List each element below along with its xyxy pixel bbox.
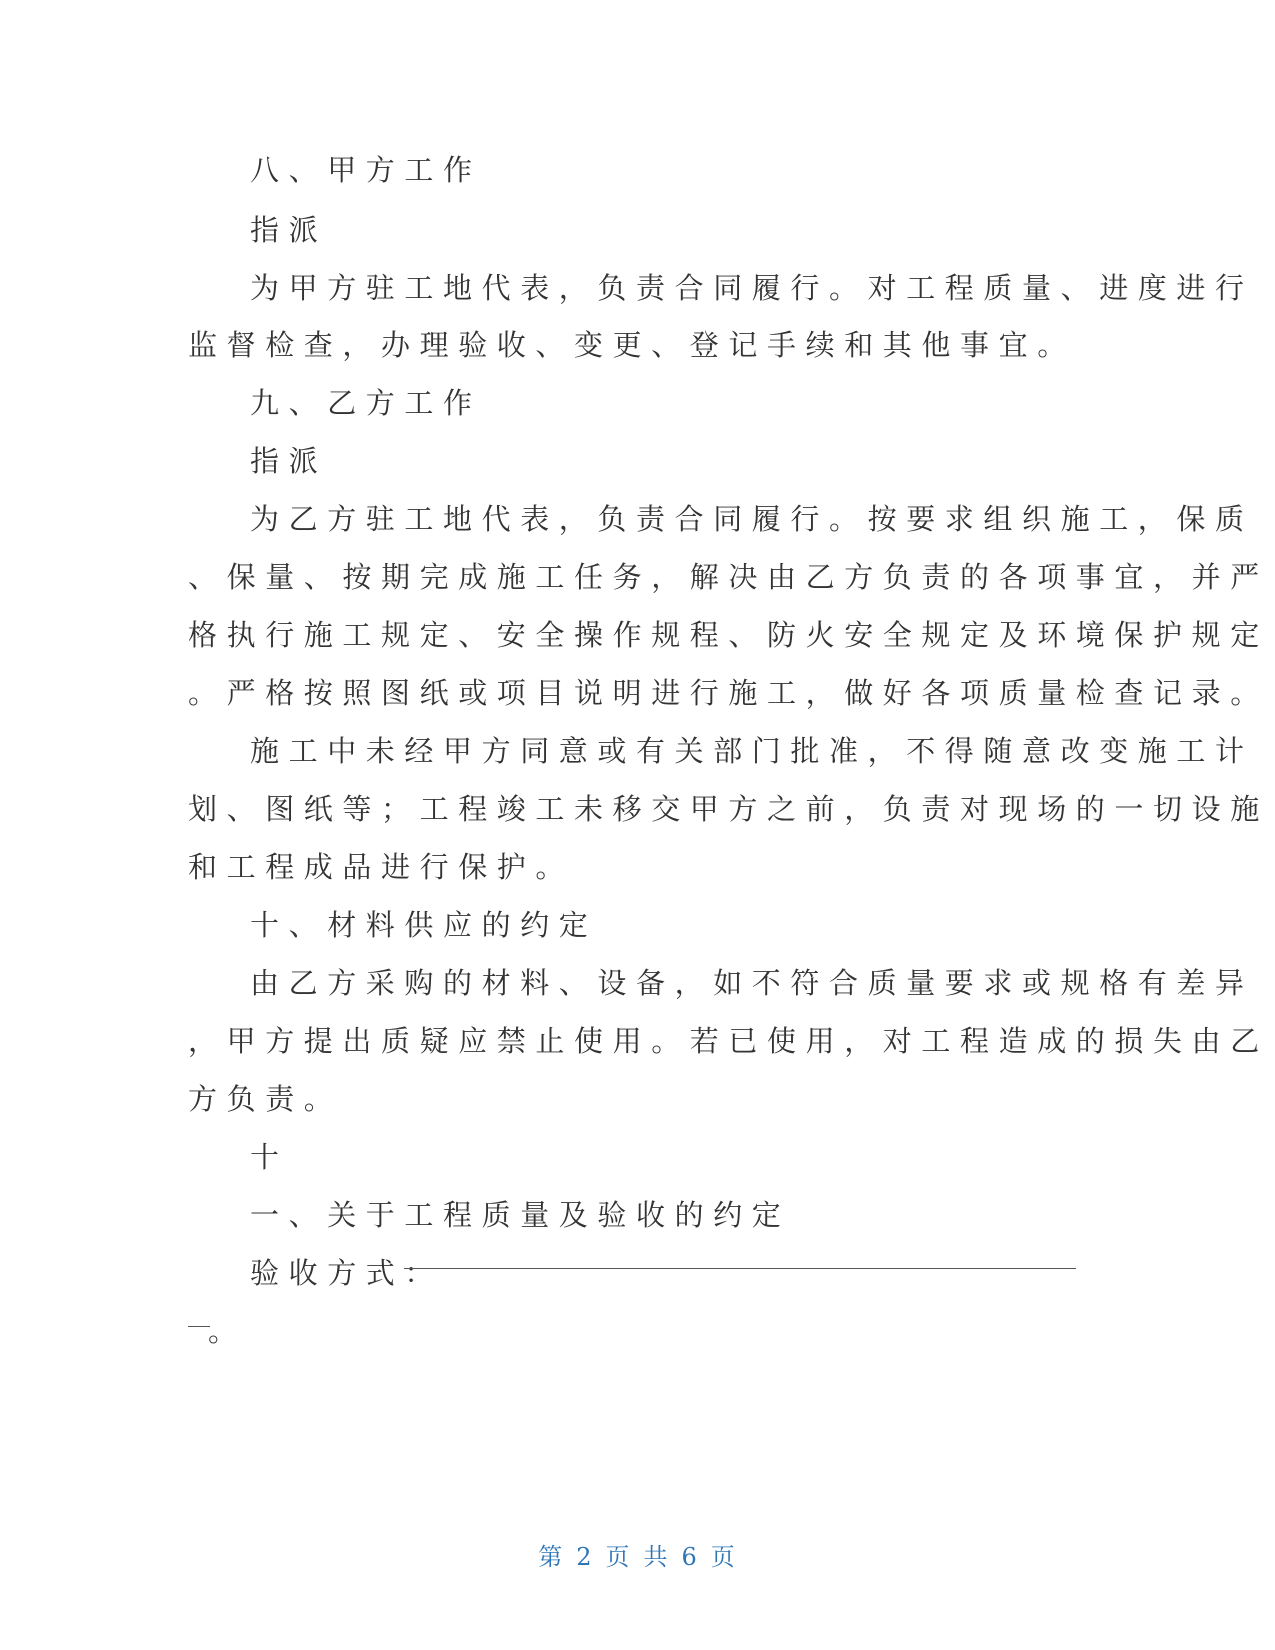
- paragraph-line: 方负责。: [188, 1082, 343, 1116]
- footer-page-word: 页: [605, 1543, 632, 1571]
- paragraph-line: 施工中未经甲方同意或有关部门批准，不得随意改变施工计: [250, 734, 1254, 768]
- paragraph-line: 为甲方驻工地代表，负责合同履行。对工程质量、进度进行: [250, 271, 1254, 305]
- acceptance-method-blank: [404, 1268, 1076, 1269]
- paragraph-line: 由乙方采购的材料、设备，如不符合质量要求或规格有差异: [250, 966, 1254, 1000]
- paragraph-line: 。严格按照图纸或项目说明进行施工，做好各项质量检查记录。: [188, 676, 1269, 710]
- section-heading-9: 九、乙方工作: [250, 386, 482, 420]
- paragraph-line: 格执行施工规定、安全操作规程、防火安全规定及环境保护规定: [188, 618, 1269, 652]
- paragraph-line: 指派: [250, 444, 328, 478]
- paragraph-line: 监督检查，办理验收、变更、登记手续和其他事宜。: [188, 328, 1076, 362]
- footer-current-page: 2: [576, 1543, 594, 1571]
- section-heading-8: 八、甲方工作: [250, 153, 482, 187]
- footer-total-pages: 6: [681, 1543, 699, 1571]
- section-heading-10: 十、材料供应的约定: [250, 908, 598, 942]
- paragraph-line: 、保量、按期完成施工任务，解决由乙方负责的各项事宜，并严: [188, 560, 1269, 594]
- section-heading-11-number: 十: [250, 1140, 289, 1174]
- footer-suffix: 页: [710, 1543, 737, 1571]
- paragraph-line: 和工程成品进行保护。: [188, 850, 575, 884]
- page-footer: [0, 1537, 1275, 1572]
- footer-total-word: 共: [643, 1543, 670, 1571]
- paragraph-line: 为乙方驻工地代表，负责合同履行。按要求组织施工，保质: [250, 502, 1254, 536]
- paragraph-line: 划、图纸等；工程竣工未移交甲方之前，负责对现场的一切设施: [188, 792, 1269, 826]
- acceptance-method-blank-continued: [188, 1326, 210, 1327]
- paragraph-line: ，甲方提出质疑应禁止使用。若已使用，对工程造成的损失由乙: [188, 1024, 1269, 1058]
- period-mark: 。: [208, 1314, 247, 1348]
- section-heading-11: 一、关于工程质量及验收的约定: [250, 1198, 791, 1232]
- footer-prefix: 第: [538, 1543, 565, 1571]
- acceptance-method-label: 验收方式：: [250, 1256, 444, 1290]
- paragraph-line: 指派: [250, 213, 328, 247]
